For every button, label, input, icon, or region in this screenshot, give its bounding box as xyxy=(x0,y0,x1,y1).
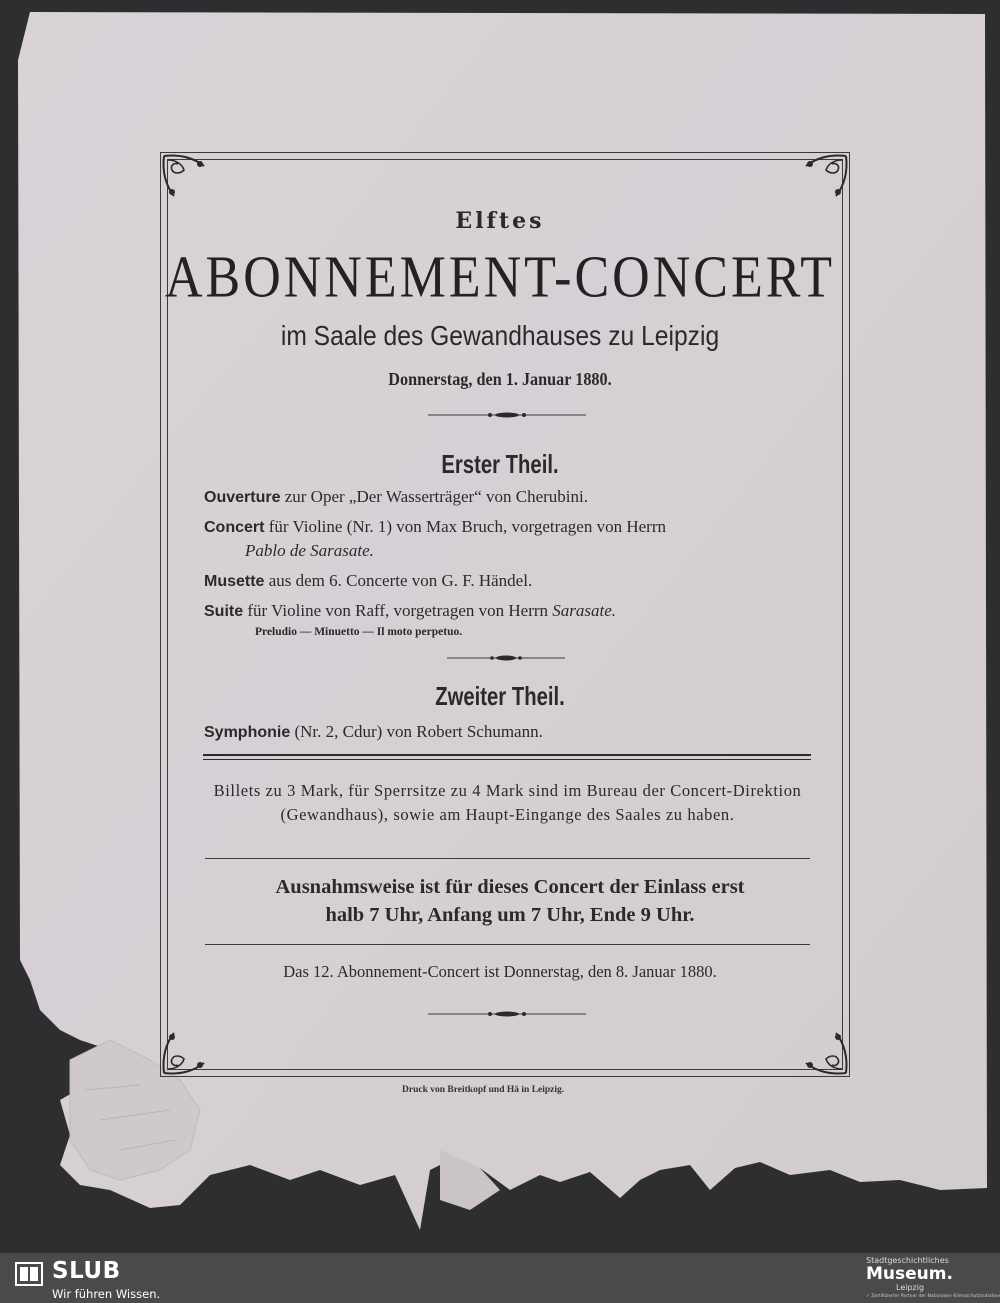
program-item-musette xyxy=(204,571,532,591)
work-title: Suite xyxy=(204,603,244,620)
corner-ornament-top-left-icon xyxy=(160,152,218,210)
suite-movements: Preludio — Minuetto — Il moto perpetuo. xyxy=(255,626,463,638)
work-details: zur Oper „Der Wasserträger“ von Cherubini. xyxy=(284,487,588,506)
library-tagline: Wir führen Wissen. xyxy=(52,1287,161,1301)
program-item-ouverture xyxy=(204,487,588,507)
corner-ornament-top-right-icon xyxy=(792,152,850,210)
heading-ordinal: Elftes xyxy=(455,208,545,234)
divider-ornament-icon xyxy=(447,653,565,663)
divider-ornament-icon xyxy=(428,1009,586,1019)
slub-logo-icon[interactable] xyxy=(14,1259,44,1289)
program-item-concert-soloist xyxy=(245,541,374,561)
work-details: (Nr. 2, Cdur) von Robert Schumann. xyxy=(294,722,543,741)
soloist-name: Pablo de Sarasate. xyxy=(245,541,374,560)
program-item-suite xyxy=(204,601,616,621)
venue-line: im Saale des Gewandhauses zu Leipzig xyxy=(280,320,720,351)
corner-ornament-bottom-left-icon xyxy=(160,1019,218,1077)
work-details: aus dem 6. Concerte von G. F. Händel. xyxy=(268,571,533,590)
museum-logo[interactable]: Museum. xyxy=(866,1264,953,1284)
divider-ornament-icon xyxy=(428,410,586,420)
corner-ornament-bottom-right-icon xyxy=(792,1019,850,1077)
work-title: Concert xyxy=(204,519,265,536)
work-details: für Violine (Nr. 1) von Max Bruch, vorgetragen von Herrn xyxy=(268,517,666,536)
printer-imprint: Druck von Breitkopf und Hä in Leipzig. xyxy=(402,1085,565,1095)
part-two-title: Zweiter Theil. xyxy=(435,681,565,711)
admission-notice-line-2: halb 7 Uhr, Anfang um 7 Uhr, Ende 9 Uhr. xyxy=(325,904,695,926)
work-details: für Violine von Raff, vorgetragen von Herrn xyxy=(247,601,549,620)
part-one-title: Erster Theil. xyxy=(441,449,559,479)
museum-city: Leipzig xyxy=(896,1283,925,1292)
ticket-info: Billets zu 3 Mark, für Sperrsitze zu 4 Mark sind im Bureau der Concert-Direktion (Gewandhaus), sowie am Haupt-Eingange des Saales zu haben. xyxy=(213,781,802,824)
work-title: Musette xyxy=(204,573,265,590)
divider-rule xyxy=(205,944,810,945)
concert-date: Donnerstag, den 1. Januar 1880. xyxy=(388,369,612,389)
next-concert: Das 12. Abonnement-Concert ist Donnerstag, den 8. Januar 1880. xyxy=(283,962,717,981)
soloist-name: Sarasate. xyxy=(552,601,617,620)
work-title: Ouverture xyxy=(204,489,281,506)
museum-prefix: Stadtgeschichtliches xyxy=(866,1256,949,1265)
program-item-symphonie xyxy=(204,722,543,742)
admission-notice xyxy=(190,873,830,929)
double-rule xyxy=(203,754,811,760)
library-name[interactable]: SLUB xyxy=(52,1258,121,1284)
divider-rule xyxy=(205,858,810,859)
program-item-concert xyxy=(204,517,666,537)
admission-notice-line-1: Ausnahmsweise ist für dieses Concert der Einlass erst xyxy=(275,876,745,898)
museum-partner-note: ✓ Zertifizierter Partner der Nationalen Klimaschutzinitiative xyxy=(866,1294,1000,1299)
work-title: Symphonie xyxy=(204,724,291,741)
poster-title: ABONNEMENT-CONCERT xyxy=(164,244,836,311)
